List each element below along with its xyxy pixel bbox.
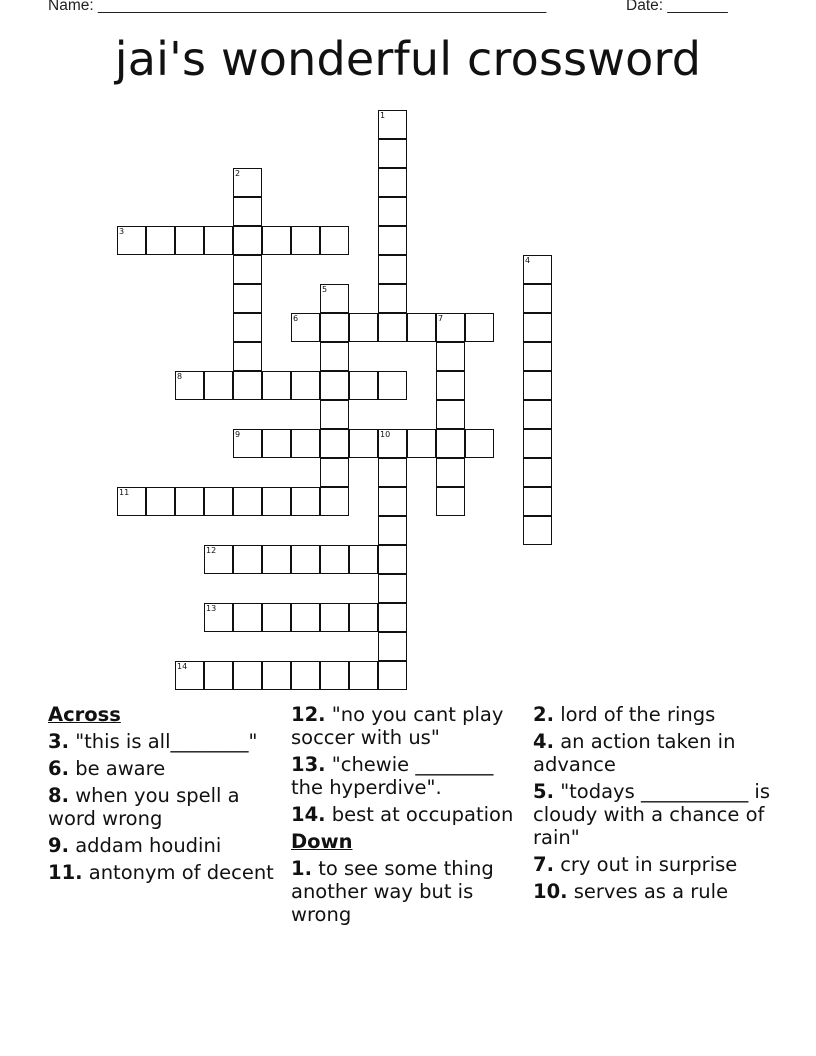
clue-number: 6. bbox=[48, 757, 69, 780]
grid-cell[interactable] bbox=[378, 139, 407, 168]
grid-cell[interactable] bbox=[378, 429, 407, 458]
grid-cell[interactable] bbox=[262, 545, 291, 574]
cell-number: 8 bbox=[177, 372, 183, 381]
grid-cell[interactable] bbox=[436, 487, 465, 516]
clue-down-7 bbox=[533, 853, 773, 876]
grid-cell[interactable] bbox=[523, 313, 552, 342]
grid-cell[interactable] bbox=[523, 516, 552, 545]
grid-cell[interactable] bbox=[291, 545, 320, 574]
grid-cell[interactable] bbox=[175, 487, 204, 516]
cell-number: 2 bbox=[235, 169, 241, 178]
clue-text: serves as a rule bbox=[573, 880, 729, 903]
grid-cell[interactable] bbox=[523, 255, 552, 284]
grid-cell[interactable] bbox=[204, 661, 233, 690]
clue-text: "chewie ________ the hyperdive". bbox=[291, 753, 494, 799]
clue-number: 9. bbox=[48, 834, 69, 857]
clue-down-1 bbox=[291, 857, 527, 926]
name-field-label: Name: ____________________________________________________ bbox=[48, 0, 547, 14]
clue-text: be aware bbox=[75, 757, 166, 780]
cell-number: 13 bbox=[206, 604, 217, 613]
clue-across-13 bbox=[291, 753, 527, 799]
grid-cell[interactable] bbox=[320, 400, 349, 429]
grid-cell[interactable] bbox=[378, 603, 407, 632]
grid-cell[interactable] bbox=[117, 226, 146, 255]
grid-cell[interactable] bbox=[233, 255, 262, 284]
grid-cell[interactable] bbox=[378, 661, 407, 690]
clue-number: 3. bbox=[48, 730, 69, 753]
grid-cell[interactable] bbox=[378, 545, 407, 574]
cell-number: 6 bbox=[293, 314, 299, 323]
across-heading: Across bbox=[48, 703, 121, 726]
grid-cell[interactable] bbox=[523, 342, 552, 371]
grid-cell[interactable] bbox=[262, 661, 291, 690]
cell-number: 1 bbox=[380, 111, 386, 120]
clue-across-6 bbox=[48, 757, 280, 780]
clue-text: "this is all________" bbox=[75, 730, 258, 753]
clue-text: addam houdini bbox=[75, 834, 222, 857]
grid-cell[interactable] bbox=[378, 168, 407, 197]
grid-cell[interactable] bbox=[320, 342, 349, 371]
cell-number: 14 bbox=[177, 662, 188, 671]
grid-cell[interactable] bbox=[436, 313, 465, 342]
grid-cell[interactable] bbox=[146, 226, 175, 255]
grid-cell[interactable] bbox=[204, 603, 233, 632]
grid-cell[interactable] bbox=[291, 487, 320, 516]
clue-number: 1. bbox=[291, 857, 312, 880]
grid-cell[interactable] bbox=[436, 458, 465, 487]
cell-number: 5 bbox=[322, 285, 328, 294]
grid-cell[interactable] bbox=[291, 661, 320, 690]
grid-cell[interactable] bbox=[204, 545, 233, 574]
grid-cell[interactable] bbox=[378, 284, 407, 313]
grid-cell[interactable] bbox=[175, 661, 204, 690]
grid-cell[interactable] bbox=[233, 371, 262, 400]
clue-across-12 bbox=[291, 703, 527, 749]
grid-cell[interactable] bbox=[204, 226, 233, 255]
grid-cell[interactable] bbox=[436, 342, 465, 371]
cell-number: 7 bbox=[438, 314, 444, 323]
grid-cell[interactable] bbox=[320, 313, 349, 342]
grid-cell[interactable] bbox=[349, 603, 378, 632]
grid-cell[interactable] bbox=[436, 400, 465, 429]
clues-column-1 bbox=[48, 703, 280, 888]
grid-cell[interactable] bbox=[436, 371, 465, 400]
cell-number: 3 bbox=[119, 227, 125, 236]
grid-cell[interactable] bbox=[262, 429, 291, 458]
grid-cell[interactable] bbox=[233, 342, 262, 371]
grid-cell[interactable] bbox=[233, 429, 262, 458]
grid-cell[interactable] bbox=[117, 487, 146, 516]
clue-text: "todays ___________ is cloudy with a chance of rain" bbox=[533, 780, 770, 849]
clue-text: cry out in surprise bbox=[560, 853, 738, 876]
grid-cell[interactable] bbox=[146, 487, 175, 516]
grid-cell[interactable] bbox=[378, 313, 407, 342]
grid-cell[interactable] bbox=[378, 226, 407, 255]
grid-cell[interactable] bbox=[523, 487, 552, 516]
grid-cell[interactable] bbox=[465, 429, 494, 458]
grid-cell[interactable] bbox=[233, 226, 262, 255]
cell-number: 10 bbox=[380, 430, 391, 439]
cell-number: 12 bbox=[206, 546, 217, 555]
clues-column-3 bbox=[533, 703, 773, 907]
clue-text: antonym of decent bbox=[88, 861, 274, 884]
grid-cell[interactable] bbox=[378, 574, 407, 603]
clue-number: 11. bbox=[48, 861, 83, 884]
clue-number: 4. bbox=[533, 730, 554, 753]
grid-cell[interactable] bbox=[349, 661, 378, 690]
grid-cell[interactable] bbox=[291, 313, 320, 342]
clue-across-14 bbox=[291, 803, 527, 826]
grid-cell[interactable] bbox=[465, 313, 494, 342]
clue-number: 5. bbox=[533, 780, 554, 803]
cell-number: 9 bbox=[235, 430, 241, 439]
grid-cell[interactable] bbox=[523, 458, 552, 487]
page-title: jai's wonderful crossword bbox=[114, 32, 702, 86]
grid-cell[interactable] bbox=[523, 284, 552, 313]
clue-text: when you spell a word wrong bbox=[48, 784, 240, 830]
grid-cell[interactable] bbox=[291, 371, 320, 400]
grid-cell[interactable] bbox=[378, 458, 407, 487]
grid-cell[interactable] bbox=[291, 226, 320, 255]
grid-cell[interactable] bbox=[378, 197, 407, 226]
grid-cell[interactable] bbox=[320, 487, 349, 516]
grid-cell[interactable] bbox=[349, 429, 378, 458]
clue-number: 13. bbox=[291, 753, 326, 776]
grid-cell[interactable] bbox=[320, 226, 349, 255]
down-heading: Down bbox=[291, 830, 353, 853]
clue-across-11 bbox=[48, 861, 280, 884]
grid-cell[interactable] bbox=[407, 429, 436, 458]
grid-cell[interactable] bbox=[291, 429, 320, 458]
grid-cell[interactable] bbox=[378, 371, 407, 400]
clue-text: "no you cant play soccer with us" bbox=[291, 703, 504, 749]
grid-cell[interactable] bbox=[291, 603, 320, 632]
grid-cell[interactable] bbox=[349, 313, 378, 342]
clue-down-4 bbox=[533, 730, 773, 776]
grid-cell[interactable] bbox=[233, 197, 262, 226]
grid-cell[interactable] bbox=[523, 400, 552, 429]
clue-number: 2. bbox=[533, 703, 554, 726]
clue-down-10 bbox=[533, 880, 773, 903]
grid-cell[interactable] bbox=[175, 226, 204, 255]
grid-cell[interactable] bbox=[233, 168, 262, 197]
grid-cell[interactable] bbox=[349, 545, 378, 574]
grid-cell[interactable] bbox=[378, 632, 407, 661]
clue-number: 14. bbox=[291, 803, 326, 826]
grid-cell[interactable] bbox=[436, 429, 465, 458]
clue-number: 7. bbox=[533, 853, 554, 876]
clue-across-9 bbox=[48, 834, 280, 857]
grid-cell[interactable] bbox=[378, 110, 407, 139]
grid-cell[interactable] bbox=[320, 661, 349, 690]
clue-text: to see some thing another way but is wrong bbox=[291, 857, 494, 926]
grid-cell[interactable] bbox=[262, 603, 291, 632]
clue-number: 12. bbox=[291, 703, 326, 726]
grid-cell[interactable] bbox=[204, 371, 233, 400]
clue-down-2 bbox=[533, 703, 773, 726]
clue-across-3 bbox=[48, 730, 280, 753]
grid-cell[interactable] bbox=[233, 313, 262, 342]
grid-cell[interactable] bbox=[320, 458, 349, 487]
cell-number: 11 bbox=[119, 488, 130, 497]
clue-text: best at occupation bbox=[331, 803, 514, 826]
grid-cell[interactable] bbox=[233, 603, 262, 632]
cell-number: 4 bbox=[525, 256, 531, 265]
grid-cell[interactable] bbox=[378, 255, 407, 284]
grid-cell[interactable] bbox=[320, 603, 349, 632]
clue-text: an action taken in advance bbox=[533, 730, 736, 776]
clue-number: 10. bbox=[533, 880, 568, 903]
grid-cell[interactable] bbox=[523, 371, 552, 400]
grid-cell[interactable] bbox=[523, 429, 552, 458]
grid-cell[interactable] bbox=[320, 429, 349, 458]
grid-cell[interactable] bbox=[262, 371, 291, 400]
grid-cell[interactable] bbox=[378, 487, 407, 516]
grid-cell[interactable] bbox=[262, 226, 291, 255]
clue-across-8 bbox=[48, 784, 280, 830]
clue-text: lord of the rings bbox=[560, 703, 716, 726]
grid-cell[interactable] bbox=[233, 545, 262, 574]
grid-cell[interactable] bbox=[204, 487, 233, 516]
grid-cell[interactable] bbox=[320, 284, 349, 313]
grid-cell[interactable] bbox=[378, 516, 407, 545]
grid-cell[interactable] bbox=[349, 371, 378, 400]
grid-cell[interactable] bbox=[233, 487, 262, 516]
grid-cell[interactable] bbox=[233, 284, 262, 313]
date-field-label: Date: _______ bbox=[626, 0, 728, 14]
grid-cell[interactable] bbox=[233, 661, 262, 690]
clue-down-5 bbox=[533, 780, 773, 849]
clue-number: 8. bbox=[48, 784, 69, 807]
grid-cell[interactable] bbox=[320, 371, 349, 400]
grid-cell[interactable] bbox=[262, 487, 291, 516]
grid-cell[interactable] bbox=[320, 545, 349, 574]
grid-cell[interactable] bbox=[407, 313, 436, 342]
grid-cell[interactable] bbox=[175, 371, 204, 400]
clues-column-2 bbox=[291, 703, 527, 930]
